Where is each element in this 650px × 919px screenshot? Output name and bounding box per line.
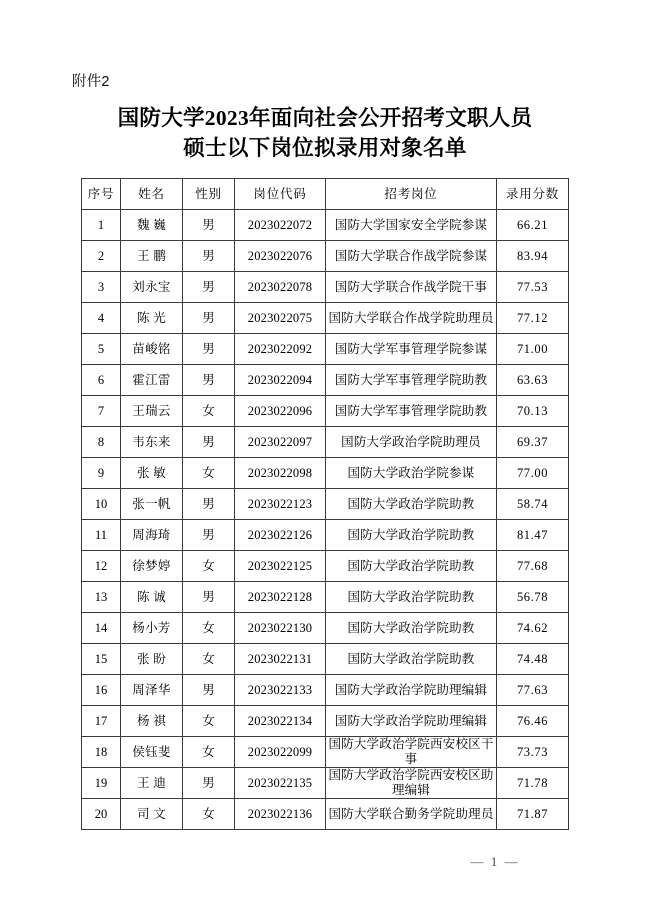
page-footer [0,854,650,870]
cell-post: 国防大学政治学院助教 [326,551,497,582]
cell-seq: 1 [82,210,121,241]
table-row [82,210,569,241]
cell-score: 74.48 [497,644,569,675]
cell-sex: 女 [183,458,235,489]
cell-seq: 4 [82,303,121,334]
table-row [82,334,569,365]
cell-post: 国防大学联合作战学院助理员 [326,303,497,334]
table-row [82,799,569,830]
cell-code: 2023022096 [235,396,326,427]
cell-name: 王 迪 [121,768,183,799]
cell-sex: 男 [183,675,235,706]
roster-table [81,178,569,830]
cell-sex: 女 [183,737,235,768]
column-header-code: 岗位代码 [235,179,326,210]
cell-seq: 10 [82,489,121,520]
cell-code: 2023022123 [235,489,326,520]
cell-name: 周海琦 [121,520,183,551]
cell-post: 国防大学政治学院助教 [326,520,497,551]
cell-seq: 9 [82,458,121,489]
cell-seq: 2 [82,241,121,272]
attachment-label: 附件2 [72,74,110,90]
cell-score: 71.00 [497,334,569,365]
column-header-sex: 性别 [183,179,235,210]
cell-score: 81.47 [497,520,569,551]
cell-post: 国防大学军事管理学院参谋 [326,334,497,365]
cell-name: 张一帆 [121,489,183,520]
cell-score: 77.00 [497,458,569,489]
cell-post: 国防大学政治学院助理编辑 [326,706,497,737]
cell-sex: 男 [183,489,235,520]
table-row [82,582,569,613]
cell-name: 杨 祺 [121,706,183,737]
table-row [82,768,569,799]
cell-score: 77.68 [497,551,569,582]
column-header-seq: 序号 [82,179,121,210]
cell-code: 2023022125 [235,551,326,582]
cell-sex: 女 [183,706,235,737]
cell-post: 国防大学国家安全学院参谋 [326,210,497,241]
cell-post: 国防大学政治学院助教 [326,489,497,520]
cell-name: 周泽华 [121,675,183,706]
table-row [82,675,569,706]
cell-post: 国防大学政治学院助理编辑 [326,675,497,706]
page-number: — 1 — [470,854,520,869]
cell-sex: 女 [183,396,235,427]
cell-name: 陈 诚 [121,582,183,613]
cell-sex: 男 [183,334,235,365]
table-row [82,272,569,303]
cell-code: 2023022098 [235,458,326,489]
cell-sex: 男 [183,365,235,396]
cell-name: 韦东来 [121,427,183,458]
cell-code: 2023022076 [235,241,326,272]
cell-code: 2023022136 [235,799,326,830]
cell-score: 73.73 [497,737,569,768]
cell-seq: 3 [82,272,121,303]
table-row [82,241,569,272]
cell-name: 陈 光 [121,303,183,334]
cell-seq: 6 [82,365,121,396]
cell-name: 王瑞云 [121,396,183,427]
cell-sex: 男 [183,272,235,303]
cell-post: 国防大学政治学院西安校区干事 [326,737,497,768]
cell-seq: 16 [82,675,121,706]
table-row [82,737,569,768]
cell-code: 2023022075 [235,303,326,334]
cell-code: 2023022099 [235,737,326,768]
cell-sex: 男 [183,241,235,272]
cell-sex: 女 [183,613,235,644]
cell-score: 56.78 [497,582,569,613]
cell-sex: 女 [183,644,235,675]
table-row [82,303,569,334]
cell-name: 张 盼 [121,644,183,675]
cell-post: 国防大学政治学院助教 [326,613,497,644]
column-header-post: 招考岗位 [326,179,497,210]
cell-sex: 男 [183,582,235,613]
cell-code: 2023022130 [235,613,326,644]
cell-sex: 女 [183,799,235,830]
cell-code: 2023022128 [235,582,326,613]
cell-score: 71.78 [497,768,569,799]
cell-post: 国防大学军事管理学院助教 [326,365,497,396]
cell-name: 魏 巍 [121,210,183,241]
page-title-line-1: 国防大学2023年面向社会公开招考文职人员 [117,106,533,130]
cell-score: 77.12 [497,303,569,334]
cell-score: 69.37 [497,427,569,458]
cell-score: 74.62 [497,613,569,644]
cell-sex: 男 [183,768,235,799]
table-row [82,613,569,644]
table-row [82,458,569,489]
cell-name: 侯钰斐 [121,737,183,768]
cell-seq: 17 [82,706,121,737]
cell-seq: 11 [82,520,121,551]
cell-score: 58.74 [497,489,569,520]
column-header-score: 录用分数 [497,179,569,210]
cell-post: 国防大学联合作战学院干事 [326,272,497,303]
cell-seq: 13 [82,582,121,613]
cell-sex: 女 [183,551,235,582]
cell-score: 66.21 [497,210,569,241]
cell-name: 苗峻铭 [121,334,183,365]
page-title-line-2: 硕士以下岗位拟录用对象名单 [183,136,467,160]
cell-score: 71.87 [497,799,569,830]
cell-seq: 8 [82,427,121,458]
cell-code: 2023022097 [235,427,326,458]
table-row [82,551,569,582]
cell-seq: 7 [82,396,121,427]
table-row [82,396,569,427]
cell-name: 徐梦婷 [121,551,183,582]
cell-seq: 18 [82,737,121,768]
table-row [82,427,569,458]
cell-seq: 12 [82,551,121,582]
table-row [82,644,569,675]
cell-code: 2023022133 [235,675,326,706]
cell-code: 2023022078 [235,272,326,303]
table-row [82,489,569,520]
cell-seq: 15 [82,644,121,675]
cell-sex: 男 [183,303,235,334]
roster-table-body [82,210,569,830]
cell-post: 国防大学政治学院参谋 [326,458,497,489]
cell-post: 国防大学联合作战学院参谋 [326,241,497,272]
cell-score: 77.63 [497,675,569,706]
cell-seq: 5 [82,334,121,365]
cell-post: 国防大学政治学院助理员 [326,427,497,458]
page-title [0,103,650,163]
cell-post: 国防大学军事管理学院助教 [326,396,497,427]
cell-name: 霍江雷 [121,365,183,396]
cell-score: 83.94 [497,241,569,272]
cell-post: 国防大学联合勤务学院助理员 [326,799,497,830]
cell-code: 2023022072 [235,210,326,241]
cell-seq: 19 [82,768,121,799]
cell-name: 司 文 [121,799,183,830]
cell-sex: 男 [183,427,235,458]
cell-post: 国防大学政治学院西安校区助理编辑 [326,768,497,799]
cell-score: 76.46 [497,706,569,737]
cell-score: 63.63 [497,365,569,396]
cell-code: 2023022134 [235,706,326,737]
cell-sex: 男 [183,210,235,241]
cell-seq: 14 [82,613,121,644]
table-header-row [82,179,569,210]
cell-score: 70.13 [497,396,569,427]
cell-code: 2023022092 [235,334,326,365]
cell-name: 杨小芳 [121,613,183,644]
cell-seq: 20 [82,799,121,830]
cell-code: 2023022135 [235,768,326,799]
table-row [82,365,569,396]
cell-code: 2023022126 [235,520,326,551]
cell-post: 国防大学政治学院助教 [326,644,497,675]
cell-code: 2023022131 [235,644,326,675]
cell-name: 刘永宝 [121,272,183,303]
cell-name: 张 敏 [121,458,183,489]
cell-post: 国防大学政治学院助教 [326,582,497,613]
table-row [82,520,569,551]
cell-sex: 男 [183,520,235,551]
cell-code: 2023022094 [235,365,326,396]
cell-score: 77.53 [497,272,569,303]
cell-name: 王 鹏 [121,241,183,272]
roster-table-container [81,178,568,830]
table-row [82,706,569,737]
column-header-name: 姓名 [121,179,183,210]
